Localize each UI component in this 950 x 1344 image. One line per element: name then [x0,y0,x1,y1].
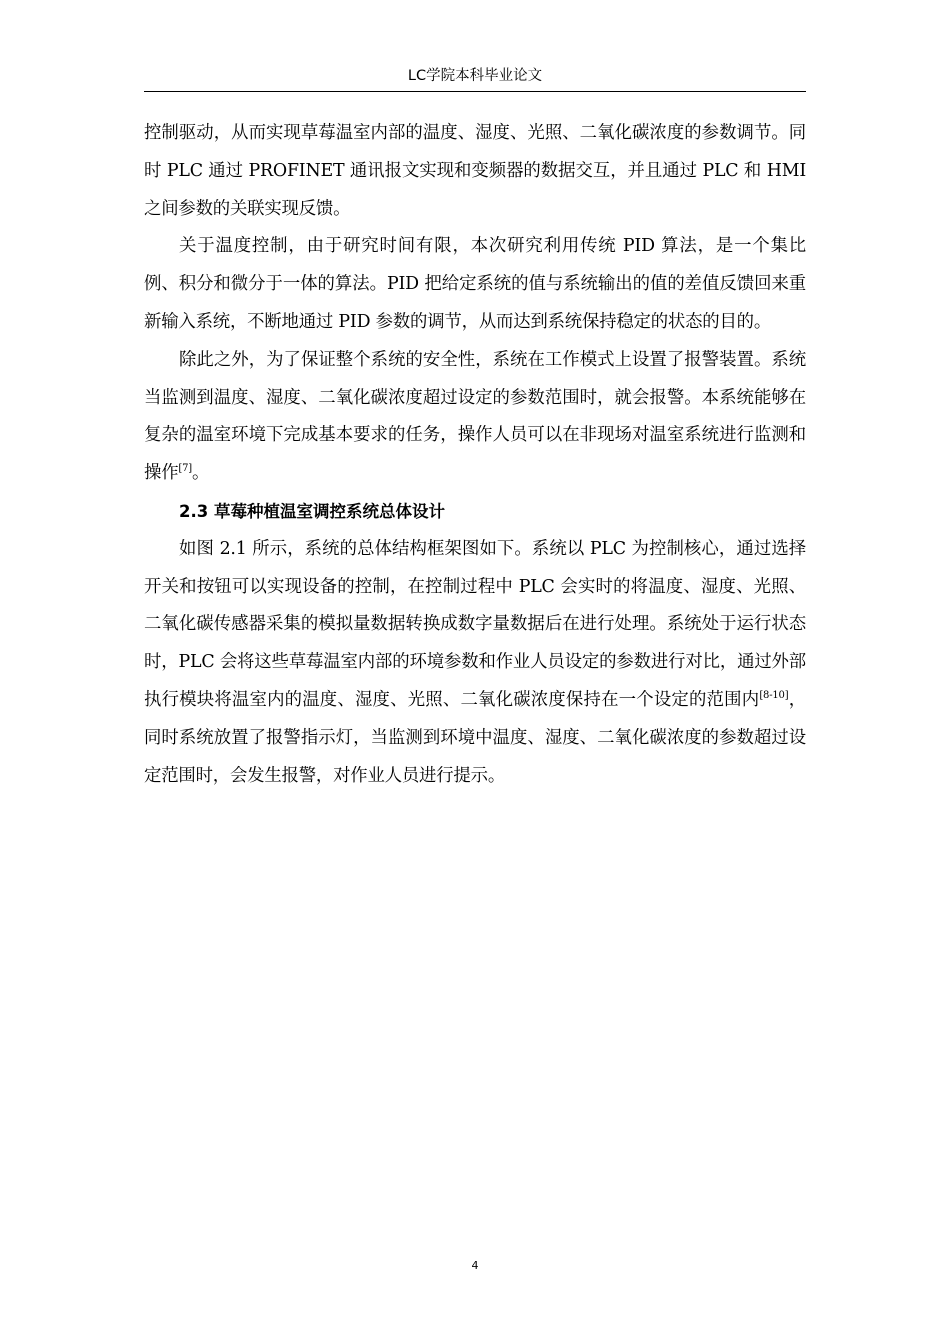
paragraph-system-structure-end: ，同时系统放置了报警指示灯，当监测到环境中温度、湿度、二氧化碳浓度的参数超过设定范围时，会发生报警，对作业人员进行提示。 [144,689,806,786]
section-heading: 2.3 草莓种植温室调控系统总体设计 [179,501,445,521]
paragraph-temperature-control: 关于温度控制，由于研究时间有限，本次研究利用传统 PID 算法，是一个集比例、积分和微分于一体的算法。PID 把给定系统的值与系统输出的值的差值反馈回来重新输入系统，不断地通过 PID 参数的调节，从而达到系统保持稳定的状态的目的。 [144,236,806,332]
page-number: 4 [471,1259,479,1272]
page-header-title: LC学院本科毕业论文 [407,68,543,84]
header-divider [144,91,806,92]
paragraph-alarm-end: 。 [191,463,210,484]
paragraph-system-structure [144,531,806,796]
citation-7: [7] [178,463,192,475]
document-body [144,115,806,795]
citation-8-10: [8-10] [759,689,789,701]
paragraph-system-structure-text: 如图 2.1 所示，系统的总体结构框架图如下。系统以 PLC 为控制核心，通过选择开关和按钮可以实现设备的控制，在控制过程中 PLC 会实时的将温度、湿度、光照、二氧化碳传感器采集的模拟量数据转换成数字量数据后在进行处理。系统处于运行状态时，PLC 会将这些草莓温室内部的环境参数和作业人员设定的参数进行对比，通过外部执行模块将温室内的温度、湿度、光照、二氧化碳浓度保持在一个设定的范围内 [144,538,806,710]
paragraph-control-drive: 控制驱动，从而实现草莓温室内部的温度、湿度、光照、二氧化碳浓度的参数调节。同时 PLC 通过 PROFINET 通讯报文实现和变频器的数据交互，并且通过 PLC 和 HMI 之间参数的关联实现反馈。 [144,123,806,219]
paragraph-alarm [144,342,806,493]
paragraph-alarm-text: 除此之外，为了保证整个系统的安全性，系统在工作模式上设置了报警装置。系统当监测到温度、湿度、二氧化碳浓度超过设定的参数范围时，就会报警。本系统能够在复杂的温室环境下完成基本要求的任务，操作人员可以在非现场对温室系统进行监测和操作 [144,349,806,484]
